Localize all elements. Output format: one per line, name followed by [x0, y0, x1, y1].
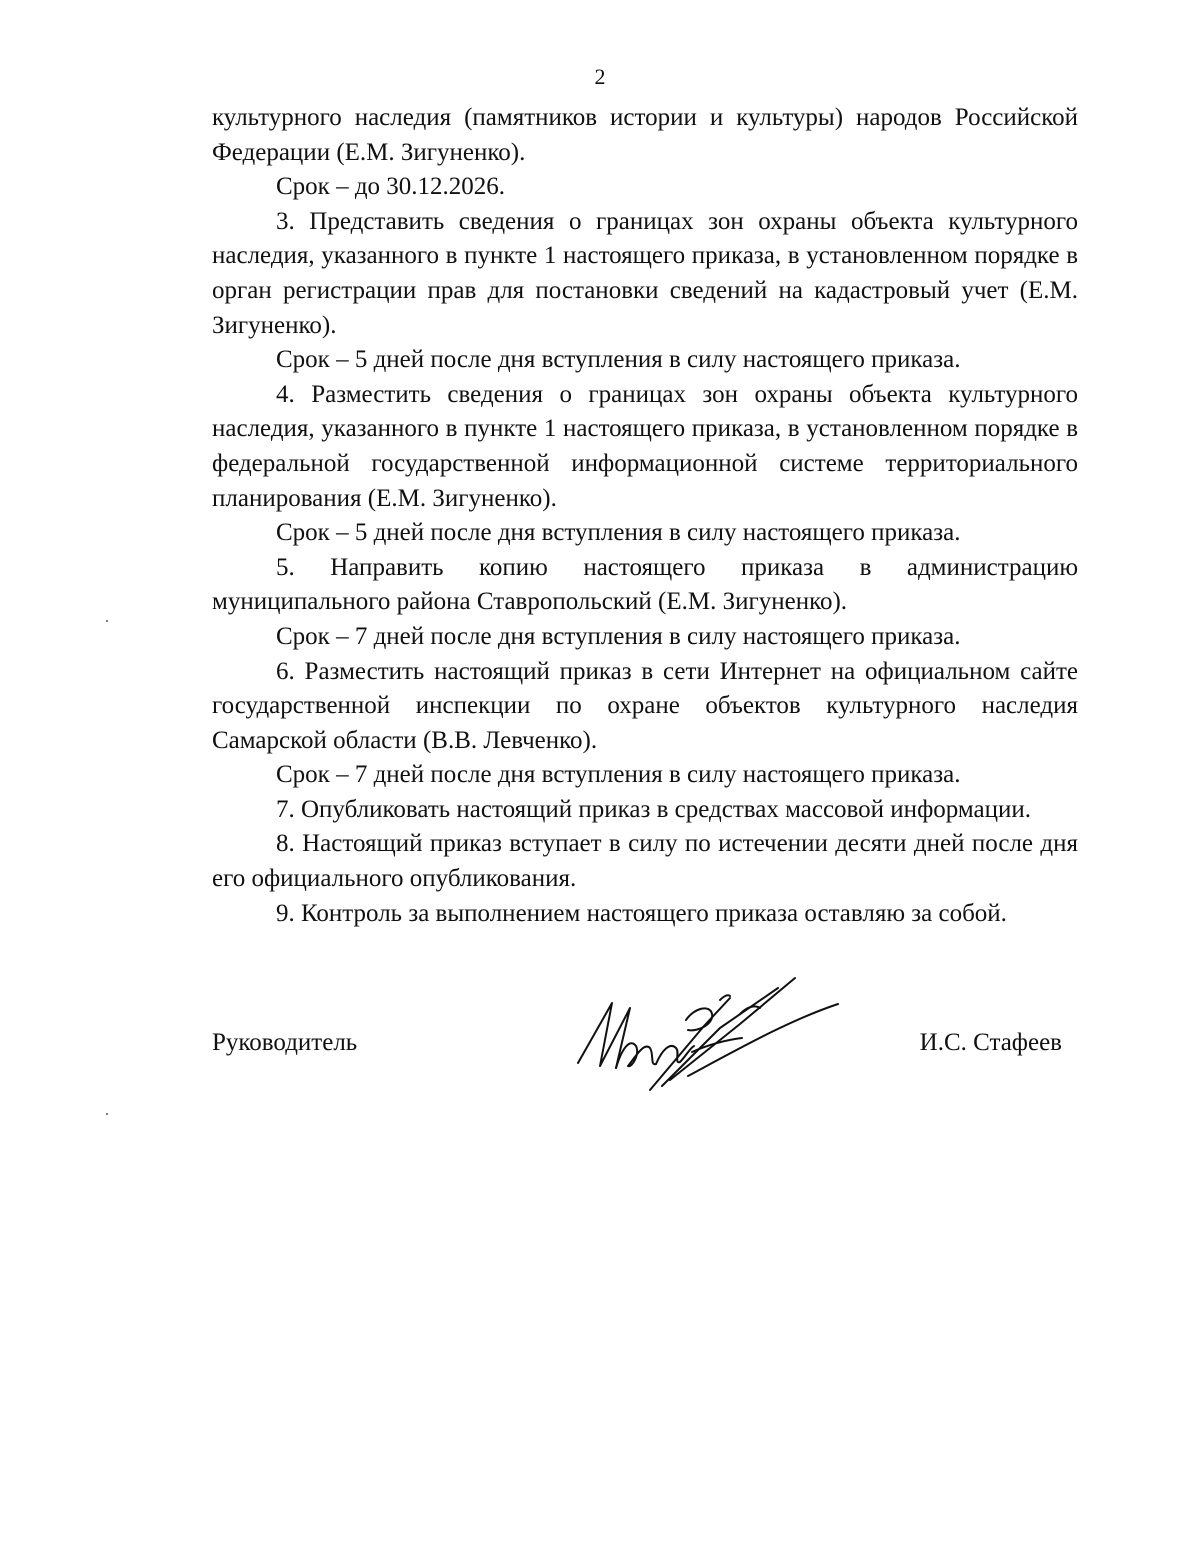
scan-artifact [106, 620, 108, 622]
page-number: 2 [594, 64, 606, 89]
paragraph-item-9: 9. Контроль за выполнением настоящего приказа оставляю за собой. [276, 899, 1007, 927]
paragraph-deadline: Срок – до 30.12.2026. [276, 173, 506, 201]
scan-artifact [106, 1113, 108, 1115]
paragraph-deadline: Срок – 5 дней после дня вступления в силу настоящего приказа. [276, 519, 961, 547]
paragraph-item-8: 8. Настоящий приказ вступает в силу по истечении десяти дней после дня его официального опубликования. [212, 830, 1078, 893]
handwritten-signature [570, 968, 845, 1093]
signatory-title: Руководитель [212, 1029, 358, 1056]
paragraph-deadline: Срок – 7 дней после дня вступления в силу настоящего приказа. [276, 622, 961, 650]
signatory-name: И.С. Стафеев [919, 1029, 1062, 1056]
paragraph-continuation: культурного наследия (памятников истории и культуры) народов Российской Федерации (Е.М. Зигуненко). [212, 104, 1078, 166]
paragraph-item-3: 3. Представить сведения о границах зон охраны объекта культурного наследия, указанного в пункте 1 настоящего приказа, в установленном порядке в орган регистрации прав для постановки сведений на кадастровый учет (Е.М. Зигуненко). [212, 207, 1078, 339]
paragraph-item-5: 5. Направить копию настоящего приказа в администрацию муниципального района Ставропольский (Е.М. Зигуненко). [212, 553, 1078, 616]
paragraph-item-6: 6. Разместить настоящий приказ в сети Интернет на официальном сайте государственной инспекции по охране объектов культурного наследия Самарской области (В.В. Левченко). [212, 657, 1078, 754]
document-body [212, 101, 1078, 931]
paragraph-deadline: Срок – 7 дней после дня вступления в силу настоящего приказа. [276, 761, 961, 789]
paragraph-deadline: Срок – 5 дней после дня вступления в силу настоящего приказа. [276, 346, 961, 374]
paragraph-item-7: 7. Опубликовать настоящий приказ в средствах массовой информации. [276, 795, 1032, 823]
paragraph-item-4: 4. Разместить сведения о границах зон охраны объекта культурного наследия, указанного в пункте 1 настоящего приказа, в установленном порядке в федеральной государственной информационной системе территориального планирования (Е.М. Зигуненко). [212, 380, 1078, 512]
